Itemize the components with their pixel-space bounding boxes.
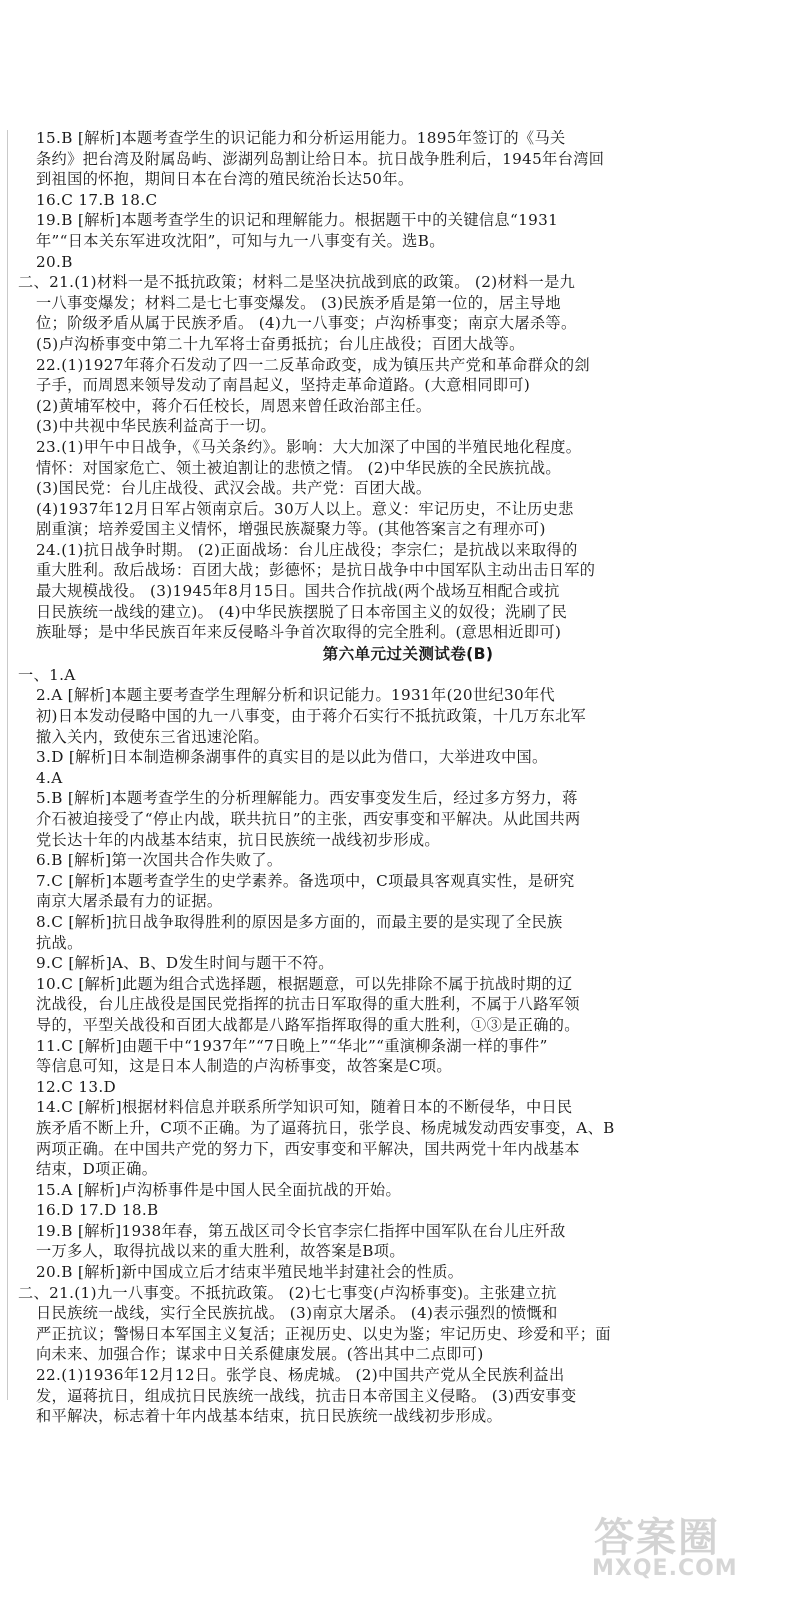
answer-line: 一万多人，取得抗战以来的重大胜利，故答案是B项。 [36, 1242, 405, 1261]
answer-line: 两项正确。在中国共产党的努力下，西安事变和平解决，国共两党十年内战基本 [36, 1139, 580, 1158]
answer-line: 重大胜利。敌后战场：百团大战；彭德怀；是抗日战争中中国军队主动出击日军的 [36, 561, 596, 580]
answer-line: 年”“日本关东军进攻沈阳”，可知与九一八事变有关。选B。 [36, 231, 445, 250]
answer-line: 20.B [解析]新中国成立后才结束半殖民地半封建社会的性质。 [36, 1263, 464, 1282]
answer-line: 2.A [解析]本题主要考查学生理解分析和识记能力。1931年(20世纪30年代 [36, 686, 556, 705]
answer-line: 党长达十年的内战基本结束，抗日民族统一战线初步形成。 [36, 830, 440, 849]
answer-line: 最大规模战役。 (3)1945年8月15日。国共合作抗战(两个战场互相配合或抗 [36, 582, 560, 601]
answer-line: 4.A [36, 768, 63, 787]
watermark-logo [588, 1506, 788, 1586]
answer-line: 8.C [解析]抗日战争取得胜利的原因是多方面的，而最主要的是实现了全民族 [36, 912, 563, 931]
answer-line: 南京大屠杀最有力的证据。 [36, 892, 223, 911]
answer-line: 19.B [解析]本题考查学生的识记和理解能力。根据题干中的关键信息“1931 [36, 211, 559, 230]
answer-line: 22.(1)1927年蒋介石发动了四一二反革命政变，成为镇压共产党和革命群众的刽 [36, 355, 590, 374]
answer-line: 到祖国的怀抱，期间日本在台湾的殖民统治长达50年。 [36, 170, 414, 189]
answer-line: 初)日本发动侵略中国的九一八事变，由于蒋介石实行不抵抗政策，十几万东北军 [36, 707, 587, 726]
answer-line: 二、21.(1)九一八事变。不抵抗政策。 (2)七七事变(卢沟桥事变)。主张建立抗 [18, 1283, 557, 1302]
answer-line: 抗战。 [36, 933, 83, 952]
left-margin-rule [7, 130, 8, 1400]
answer-line: 发，逼蒋抗日，组成抗日民族统一战线，抗击日本帝国主义侵略。 (3)西安事变 [36, 1386, 577, 1405]
answer-line: 20.B [36, 252, 73, 271]
answer-line: 11.C [解析]由题干中“1937年”“7日晚上”“华北”“重演柳条湖一样的事件” [36, 1036, 548, 1055]
answer-line: 日民族统一战线的建立)。 (4)中华民族摆脱了日本帝国主义的奴役；洗刷了民 [36, 602, 568, 621]
answer-line: 22.(1)1936年12月12日。张学良、杨虎城。 (2)中国共产党从全民族利益出 [36, 1366, 565, 1385]
answer-line: 位；阶级矛盾从属于民族矛盾。 (4)九一八事变；卢沟桥事变；南京大屠杀等。 [36, 314, 577, 333]
answer-line: (2)黄埔军校中，蒋介石任校长，周恩来曾任政治部主任。 [36, 396, 432, 415]
answer-line: 情怀：对国家危亡、领土被迫割让的悲愤之情。 (2)中华民族的全民族抗战。 [36, 458, 561, 477]
answer-line: 一、1.A [18, 665, 76, 684]
answer-line: 子手，而周恩来领导发动了南昌起义，坚持走革命道路。(大意相同即可) [36, 376, 531, 395]
answer-line: 3.D [解析]日本制造柳条湖事件的真实目的是以此为借口，大举进攻中国。 [36, 748, 548, 767]
answer-line: 剧重演；培养爱国主义情怀，增强民族凝聚力等。(其他答案言之有理亦可) [36, 520, 546, 539]
answer-line: 23.(1)甲午中日战争，《马关条约》。影响：大大加深了中国的半殖民地化程度。 [36, 437, 582, 456]
answer-line: 19.B [解析]1938年春，第五战区司令长官李宗仁指挥中国军队在台儿庄歼敌 [36, 1221, 566, 1240]
answer-line: 族耻辱；是中华民族百年来反侵略斗争首次取得的完全胜利。(意思相近即可) [36, 623, 562, 642]
answer-line: 15.B [解析]本题考查学生的识记能力和分析运用能力。1895年签订的《马关 [36, 129, 566, 147]
section-heading: 第六单元过关测试卷(B) [322, 644, 494, 663]
answer-line: 等信息可知，这是日本人制造的卢沟桥事变，故答案是C项。 [36, 1057, 452, 1076]
answer-line: 16.D 17.D 18.B [36, 1201, 159, 1220]
answer-line: 介石被迫接受了“停止内战，联共抗日”的主张，西安事变和平解决。从此国共两 [36, 810, 581, 828]
unit-answers-part-a [18, 128, 798, 643]
answer-line: 沈战役，台儿庄战役是国民党指挥的抗击日军取得的重大胜利，不属于八路军领 [36, 995, 580, 1014]
unit-answers-part-b [18, 665, 798, 1427]
answer-line: 24.(1)抗日战争时期。 (2)正面战场：台儿庄战役；李宗仁；是抗战以来取得的 [36, 540, 578, 559]
answer-line: (3)国民党：台儿庄战役、武汉会战。共产党：百团大战。 [36, 479, 432, 498]
answer-line: 二、21.(1)材料一是不抵抗政策；材料二是坚决抗战到底的政策。 (2)材料一是九 [18, 273, 576, 292]
answer-line: 一八事变爆发；材料二是七七事变爆发。 (3)民族矛盾是第一位的，居主导地 [36, 293, 561, 312]
answer-line: 15.A [解析]卢沟桥事件是中国人民全面抗战的开始。 [36, 1180, 401, 1199]
answer-line: 族矛盾不断上升，C项不正确。为了逼蒋抗日，张学良、杨虎城发动西安事变，A、B [36, 1118, 615, 1137]
answer-line: 7.C [解析]本题考查学生的史学素养。备选项中，C项最具客观真实性，是研究 [36, 871, 575, 890]
answer-line: 6.B [解析]第一次国共合作失败了。 [36, 851, 283, 870]
answer-line: 向未来、加强合作；谋求中日关系健康发展。(答出其中二点即可) [36, 1345, 484, 1364]
answer-line: 5.B [解析]本题考查学生的分析理解能力。西安事变发生后，经过多方努力，蒋 [36, 789, 578, 808]
answer-line: 严正抗议；警惕日本军国主义复活；正视历史、以史为鉴；牢记历史、珍爱和平；面 [36, 1324, 611, 1343]
watermark-title: 答案圈 [594, 1515, 720, 1561]
answer-line: (4)1937年12月日军占领南京后。30万人以上。意义：牢记历史，不让历史悲 [36, 499, 574, 518]
answer-line: (5)卢沟桥事变中第二十九军将士奋勇抵抗；台儿庄战役；百团大战等。 [36, 334, 525, 353]
answer-line: (3)中共视中华民族利益高于一切。 [36, 417, 277, 436]
answer-line: 10.C [解析]此题为组合式选择题，根据题意，可以先排除不属于抗战时期的辽 [36, 974, 573, 993]
answer-line: 14.C [解析]根据材料信息并联系所学知识可知，随着日本的不断侵华，中日民 [36, 1098, 573, 1117]
answer-line: 导的，平型关战役和百团大战都是八路军指挥取得的重大胜利，①③是正确的。 [36, 1015, 580, 1034]
answer-content [18, 128, 798, 1427]
answer-line: 日民族统一战线，实行全民族抗战。 (3)南京大屠杀。 (4)表示强烈的愤慨和 [36, 1304, 558, 1323]
answer-line: 条约》把台湾及附属岛屿、澎湖列岛割让给日本。抗日战争胜利后，1945年台湾回 [36, 149, 605, 168]
answer-line: 和平解决，标志着十年内战基本结束，抗日民族统一战线初步形成。 [36, 1407, 503, 1426]
answer-line: 12.C 13.D [36, 1077, 117, 1096]
answer-line: 16.C 17.B 18.C [36, 190, 158, 209]
answer-line: 结束，D项正确。 [36, 1160, 158, 1179]
answer-line: 撤入关内，致使东三省迅速沦陷。 [36, 727, 270, 746]
watermark-site: MXQE.COM [592, 1556, 738, 1581]
answer-line: 9.C [解析]A、B、D发生时间与题干不符。 [36, 954, 334, 973]
